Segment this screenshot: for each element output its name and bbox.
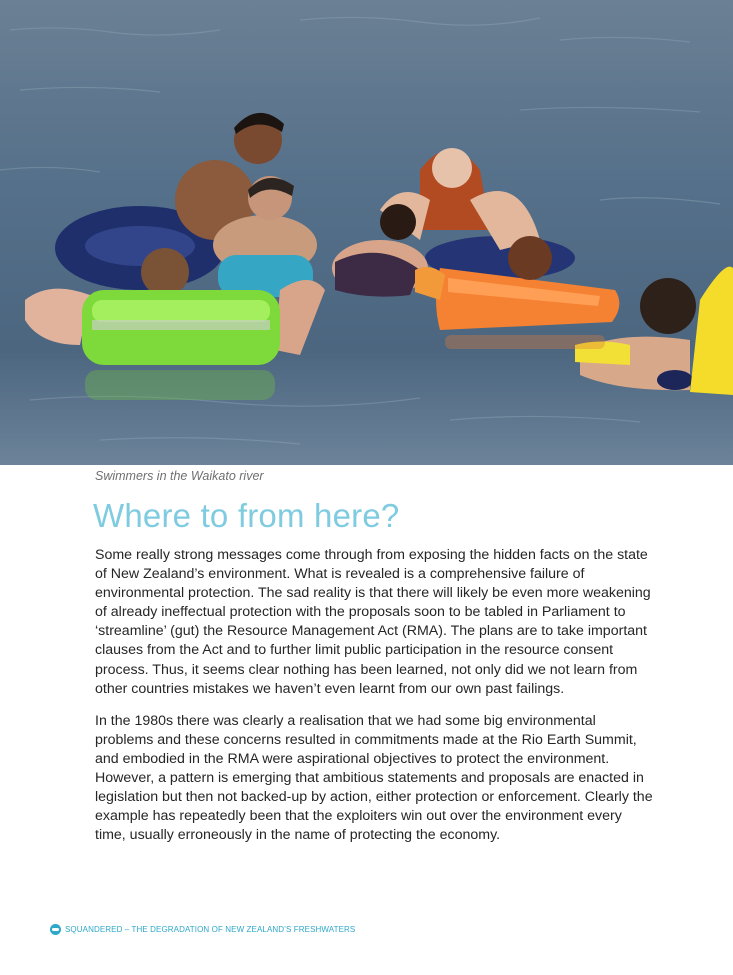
footer-title: SQUANDERED – THE DEGRADATION OF NEW ZEALAND’S FRESHWATERS (65, 925, 356, 934)
page-footer (50, 924, 355, 935)
publication-logo-icon (50, 924, 61, 935)
river-photo (0, 0, 733, 465)
paragraph-2: In the 1980s there was clearly a realisation that we had some big environmental problems and these concerns resulted in commitments made at the Rio Earth Summit, and embodied in the RMA were aspirational objectives to protect the environment. However, a pattern is emerging that ambitious statements and proposals are enacted in legislation but then not backed-up by action, either protection or enforcement. Clearly the example has repeatedly been that the exploiters win out over the environment every time, usually erroneously in the name of protecting the economy. (95, 712, 653, 844)
section-heading: Where to from here? (93, 497, 400, 534)
paragraph-1: Some really strong messages come through from exposing the hidden facts on the state of New Zealand’s environment. What is revealed is a comprehensive failure of environmental protection. The sad reality is that there will likely be even more weakening of already ineffectual protection with the proposals soon to be tabled in Parliament to ‘streamline’ (gut) the Resource Management Act (RMA). The plans are to take important clauses from the Act and to further limit public participation in the resource consent process. Thus, it seems clear nothing has been learned, not only did we not learn from other countries mistakes we haven’t even learnt from our own past failings. (95, 547, 651, 697)
photo-caption: Swimmers in the Waikato river (95, 469, 264, 483)
swimmers-illustration (0, 0, 733, 465)
article-body (95, 546, 655, 858)
